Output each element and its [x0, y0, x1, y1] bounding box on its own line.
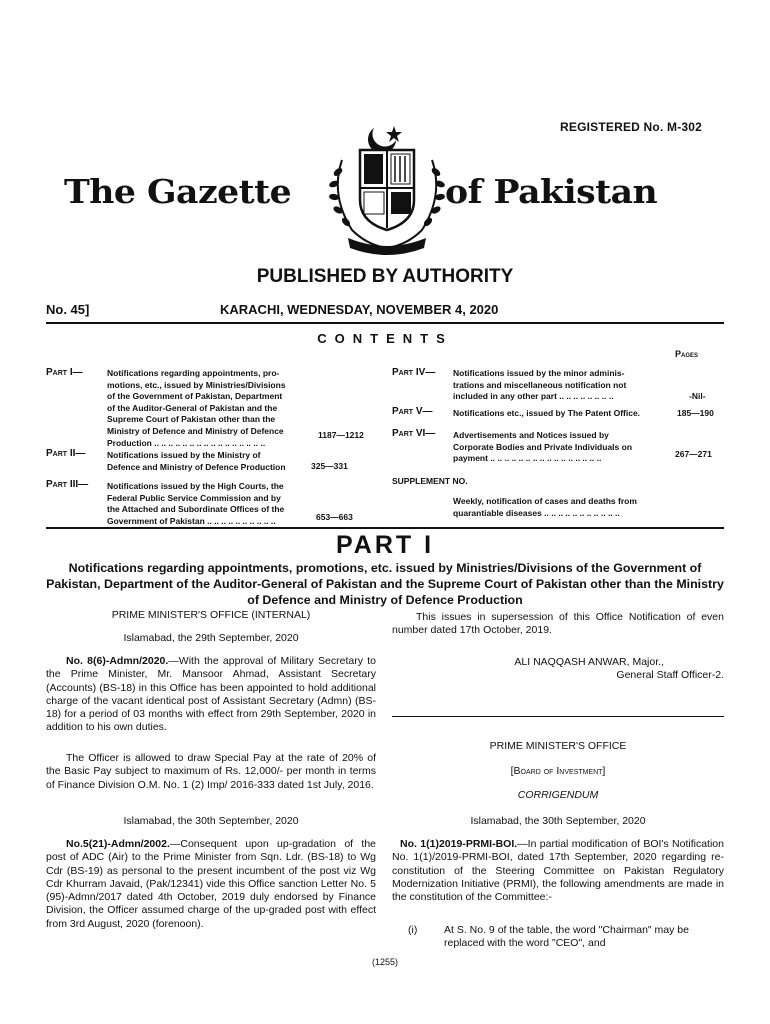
contents-pages: 267—271 — [675, 449, 712, 459]
pages-label: Pages — [675, 349, 699, 359]
contents-part-text: Notifications issued by the Ministry of Defence and Ministry of Defence Production — [107, 450, 286, 472]
notification-paragraph: The Officer is allowed to draw Special Pay at the rate of 20% of the Basic Pay subject to maximum of Rs. 12,000/- per month in terms of Finance Division O.M. No. 1 (2) Imp/ 2016-333 dated 1st July, 2016. — [46, 752, 376, 791]
issue-number: No. 45] — [46, 302, 90, 317]
board-heading: [Board of Investment] — [510, 765, 606, 777]
contents-rule — [46, 527, 724, 529]
notification-date: Islamabad, the 30th September, 2020 — [470, 815, 646, 827]
contents-part-label: Part II— — [46, 448, 86, 459]
supplement-label: SUPPLEMENT NO. — [392, 476, 468, 486]
contents-part-text: Notifications issued by the High Courts, the Federal Public Service Commission and by the Attached and Subordinate Offices of the Government of Pakistan .. .. .. .. .. .. .. .. .. .. — [107, 481, 285, 526]
header-rule — [46, 322, 724, 324]
contents-pages: 185—190 — [677, 408, 714, 418]
notification-date: Islamabad, the 30th September, 2020 — [123, 815, 299, 827]
contents-pages: 1187—1212 — [318, 430, 364, 440]
gazette-title-right: of Pakistan — [445, 172, 658, 211]
part-description: Notifications regarding appointments, promotions, etc. issued by Ministries/Divisions of the Government of Pakistan, Department of the Auditor-General of Pakistan and the Supreme Court of Pakistan other than the Ministry of Defence and Ministry of Defence Production — [46, 561, 724, 607]
contents-part-text: Notifications issued by the minor adminis- trations and miscellaneous notification not included in any other part .. .. .. .. .. .. .. .. — [453, 368, 627, 402]
contents-part-label: Part VI— — [392, 428, 436, 439]
published-by-authority: PUBLISHED BY AUTHORITY — [256, 266, 514, 287]
supersession-text: This issues in supersession of this Office Notification of even number dated 17th October, 2019. — [392, 611, 724, 637]
contents-part-text: Notifications etc., issued by The Patent Office. — [453, 408, 641, 418]
contents-pages: -Nil- — [689, 391, 706, 401]
contents-pages: 325—331 — [311, 461, 348, 471]
contents-part-text: Notifications regarding appointments, pro- motions, etc., issued by Ministries/Divisions of the Government of Pakistan, Department of the Auditor-General of Pakistan and the Supreme Court of Pakistan other than the Ministry of Defence and Ministry of Defence Production .. .. .. .. .. .. .. .. .. .. .. .. .. .. .. .. — [107, 368, 286, 448]
office-heading: PRIME MINISTER'S OFFICE (INTERNAL) — [111, 609, 311, 621]
gazette-title-left: The Gazette — [64, 172, 292, 211]
list-item-text: At S. No. 9 of the table, the word "Chairman" may be replaced with the word "CEO", and — [444, 924, 689, 950]
notification-paragraph: No. 8(6)-Admn/2020.—With the approval of Military Secretary to the Prime Minister, Mr. Mansoor Ahmad, Assistant Secretary (Accounts) (BS-18) in this Office has been appointed to hold additional charge of the vacant identical post of Assistant Secretary (Admn) (BS-18) for a period of 03 months with effect from 29th September, 2020 in addition to his own duties. — [46, 655, 376, 734]
list-item-number: (i) — [408, 924, 418, 936]
contents-part-label: Part III— — [46, 479, 89, 490]
signer-name: ALI NAQQASH ANWAR, Major., — [514, 656, 664, 668]
contents-part-label: Part IV— — [392, 367, 436, 378]
contents-part-text: Advertisements and Notices issued by Corporate Bodies and Private Individuals on payment .. .. .. .. .. .. .. .. .. .. .. .. .. .. .. .. — [453, 430, 633, 464]
place-date: KARACHI, WEDNESDAY, NOVEMBER 4, 2020 — [220, 302, 499, 317]
corrigendum-heading: CORRIGENDUM — [517, 789, 599, 801]
section-rule — [392, 716, 724, 717]
part-heading: PART I — [335, 531, 435, 559]
notification-date: Islamabad, the 29th September, 2020 — [123, 632, 299, 644]
signer-title: General Staff Officer-2. — [616, 669, 724, 681]
notification-paragraph: No.5(21)-Admn/2002.—Consequent upon up-gradation of the post of ADC (Air) to the Prime Minister from Sqn. Ldr. (BS-18) to Wg Cdr (BS-19) as personal to the present incumbent of the post viz Wg Cdr Khurram Javaid, (Pak/12341) vide this Office sanction Letter No. 5 (95)-Admn/2017 dated 4th October, 2019 duly endorsed by Finance Division, the Officer assumed charge of the up-graded post with effect from 3rd August, 2020 (forenoon). — [46, 838, 376, 930]
contents-part-label: Part I— — [46, 367, 83, 378]
contents-part-label: Part V— — [392, 406, 433, 417]
registered-number: REGISTERED No. M-302 — [560, 120, 703, 134]
notification-paragraph: No. 1(1)2019-PRMI-BOI.—In partial modification of BOI's Notification No. 1(1)/2019-PRMI-BOI, dated 17th September, 2020 regarding re-constitution of the Steering Committee on Pakistan Regulatory Modernization Initiative (PRMI), the following amendments are made in the constitution of the Committee:- — [392, 838, 724, 904]
office-heading: PRIME MINISTER'S OFFICE — [489, 740, 627, 752]
contents-title: CONTENTS — [317, 331, 453, 346]
contents-pages: 653—663 — [316, 512, 353, 522]
supplement-text: Weekly, notification of cases and deaths from quarantiable diseases .. .. .. .. .. .. .. .. .. .. .. — [453, 496, 637, 518]
page-number: (1255) — [371, 957, 398, 967]
state-emblem-icon — [312, 120, 462, 260]
